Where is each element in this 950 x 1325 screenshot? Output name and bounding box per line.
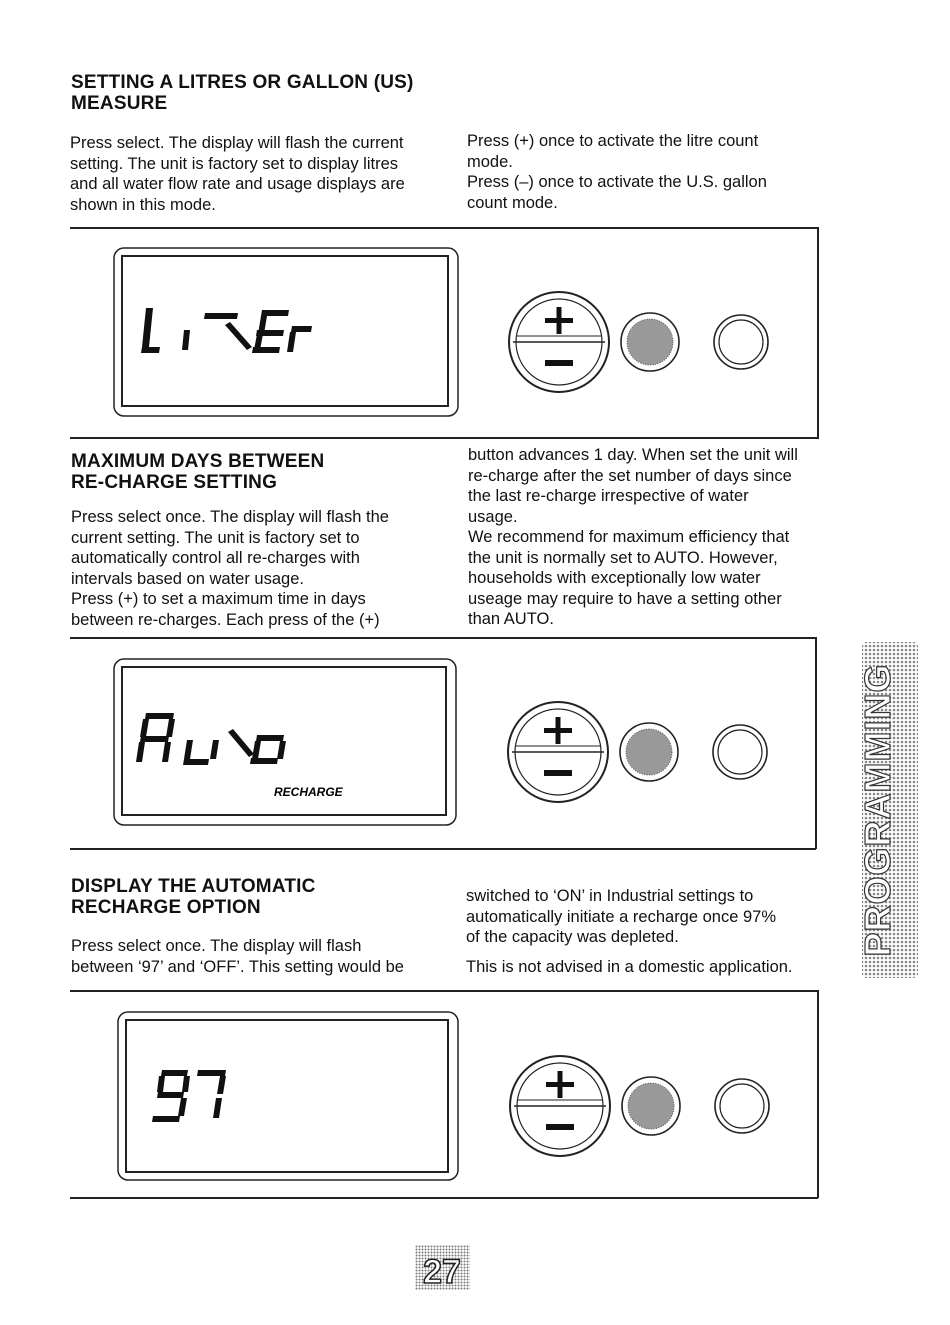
control-panel bbox=[508, 1054, 788, 1174]
section-text-measure-left: Press select. The display will flash the current setting. The unit is factory set to display litres and all water flow rate and usage displays are shown in this mode. bbox=[70, 134, 405, 214]
divider bbox=[70, 227, 818, 229]
plus-minus-rocker[interactable] bbox=[510, 1056, 610, 1156]
page-number-label: 27 bbox=[423, 1253, 461, 1291]
section-text-max-days-left: Press select once. The display will flash the current setting. The unit is factory set to automatically control all re-charges with intervals based on water usage. Press (+) to set a maximum time in days between re-charges. Each press of the (+) bbox=[71, 508, 389, 629]
minus-icon[interactable] bbox=[546, 1124, 574, 1130]
section-text-max-days-right: button advances 1 day. When set the unit will re-charge after the set number of days since the last re-charge irrespective of water usage. We recommend for maximum efficiency that the unit is normally set to AUTO. However, households with exceptionally low water useage may require to have a setting other than AUTO. bbox=[468, 446, 798, 628]
section-text-measure-right: Press (+) once to activate the litre count mode. Press (–) once to activate the U.S. gallon count mode. bbox=[467, 132, 767, 212]
section-text-auto-recharge-left: Press select once. The display will flash between ‘97’ and ‘OFF’. This setting would be bbox=[71, 937, 404, 976]
lcd-digits bbox=[141, 308, 312, 353]
indicator-button-inner bbox=[719, 320, 763, 364]
section-heading-max-days: MAXIMUM DAYS BETWEEN RE-CHARGE SETTING bbox=[71, 451, 325, 493]
divider bbox=[70, 1197, 818, 1199]
side-tab-programming bbox=[857, 640, 920, 980]
lcd-display-97 bbox=[116, 1010, 464, 1184]
lcd-digits bbox=[152, 1070, 226, 1122]
section-text-auto-recharge-right: switched to ‘ON’ in Industrial settings to automatically initiate a recharge once 97% of the capacity was depleted. bbox=[466, 887, 777, 946]
plus-minus-rocker[interactable] bbox=[508, 702, 608, 802]
lcd-digits bbox=[136, 713, 286, 765]
control-panel bbox=[506, 700, 786, 820]
minus-icon[interactable] bbox=[545, 360, 573, 366]
panel-border bbox=[815, 637, 817, 849]
indicator-button-outer[interactable] bbox=[714, 315, 768, 369]
lcd-label-recharge: RECHARGE bbox=[274, 785, 343, 799]
section-note-domestic: This is not advised in a domestic application. bbox=[466, 958, 793, 976]
section-heading-auto-recharge: DISPLAY THE AUTOMATIC RECHARGE OPTION bbox=[71, 876, 316, 918]
page-number bbox=[415, 1245, 470, 1290]
divider bbox=[70, 990, 818, 992]
panel-border bbox=[817, 990, 819, 1198]
divider bbox=[70, 637, 816, 639]
minus-icon[interactable] bbox=[544, 770, 572, 776]
lcd-display-liter bbox=[112, 246, 464, 422]
plus-minus-rocker[interactable] bbox=[509, 292, 609, 392]
panel-border bbox=[817, 227, 819, 439]
divider bbox=[70, 437, 818, 439]
section-heading-measure: SETTING A LITRES OR GALLON (US) MEASURE bbox=[71, 72, 414, 114]
lcd-display-auto bbox=[112, 657, 462, 829]
indicator-button-outer[interactable] bbox=[715, 1079, 769, 1133]
divider bbox=[70, 848, 816, 850]
indicator-button-outer[interactable] bbox=[713, 725, 767, 779]
side-tab-label: PROGRAMMING bbox=[857, 663, 898, 957]
control-panel bbox=[507, 290, 787, 410]
